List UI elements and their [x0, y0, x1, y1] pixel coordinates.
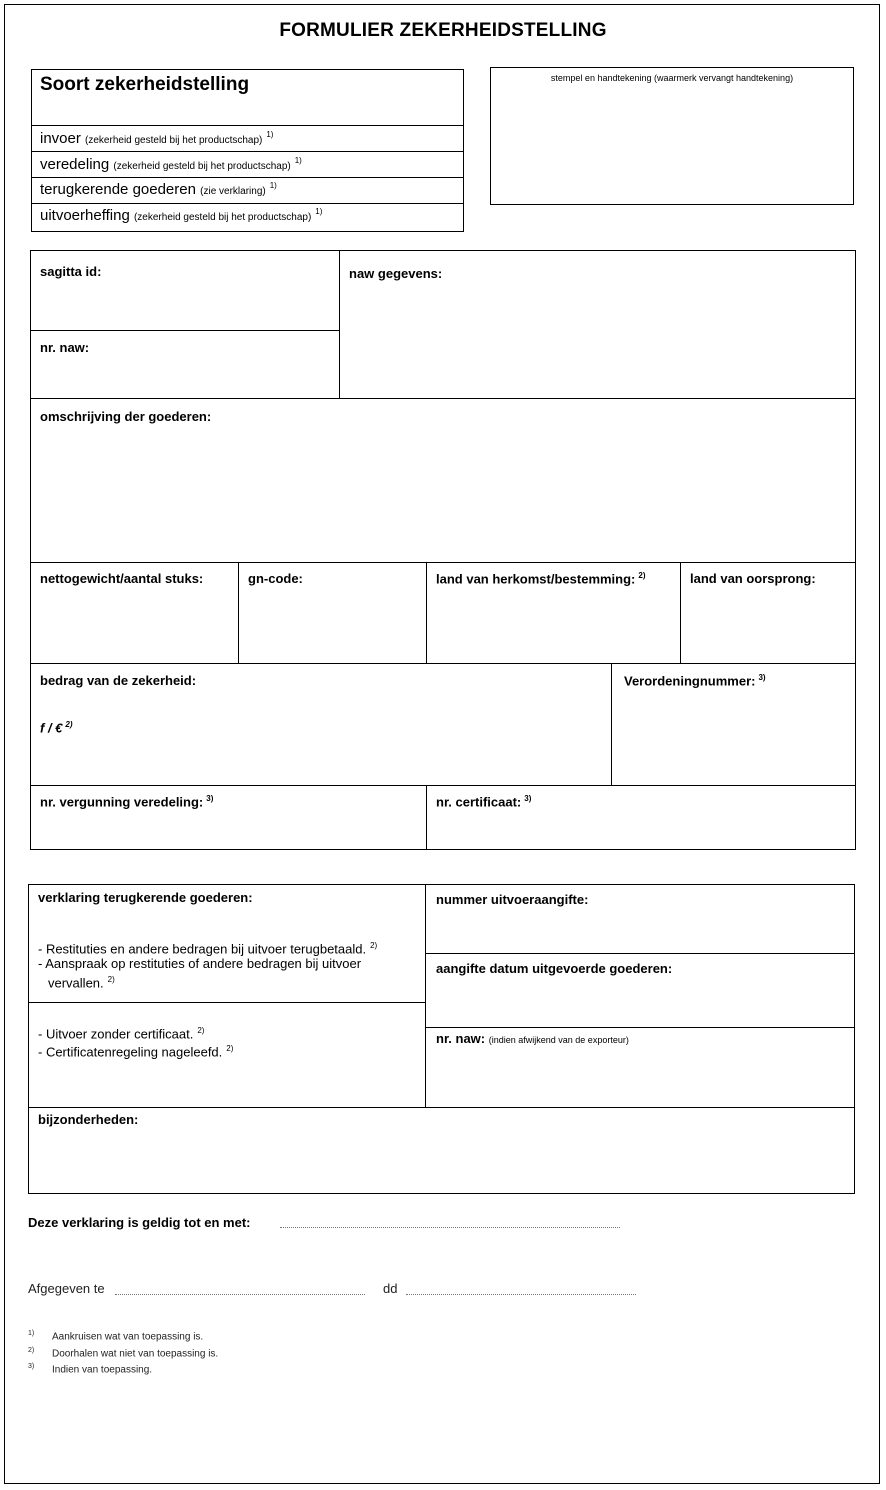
divider: [425, 953, 855, 954]
item-text: - Uitvoer zonder certificaat.: [38, 1026, 194, 1042]
divider: [680, 562, 681, 664]
option-terugkerende-goederen[interactable]: [40, 181, 277, 198]
divider: [426, 785, 427, 850]
option-label: invoer: [40, 130, 81, 147]
footnote-ref: 3): [758, 673, 766, 682]
option-note: (zekerheid gesteld bij het productschap): [133, 212, 312, 223]
divider: [28, 1002, 425, 1003]
footnote-ref: 3): [206, 794, 214, 803]
footnote-ref: 2): [197, 1026, 205, 1035]
footnote-ref: 1): [266, 130, 274, 139]
sagitta-id-label: sagitta id:: [40, 264, 102, 279]
nr-naw-note: (indien afwijkend van de exporteur): [488, 1035, 629, 1045]
divider: [31, 151, 464, 152]
verordening-text: Verordeningnummer:: [624, 673, 756, 689]
option-invoer[interactable]: [40, 130, 273, 147]
gn-code-label: gn-code:: [248, 571, 303, 586]
vergunning-label: [40, 794, 213, 809]
item-text: vervallen.: [48, 975, 104, 991]
form-title: FORMULIER ZEKERHEIDSTELLING: [279, 20, 607, 41]
dd-label: dd: [383, 1281, 398, 1296]
geldig-label: Deze verklaring is geldig tot en met:: [28, 1215, 251, 1230]
certificaat-label: [436, 794, 531, 809]
footnote-ref: 2): [226, 1044, 234, 1053]
item-text: - Certificatenregeling nageleefd.: [38, 1044, 223, 1060]
nr-naw-verklaring-label: [436, 1031, 629, 1046]
divider: [238, 562, 239, 664]
nettogewicht-label: nettogewicht/aantal stuks:: [40, 571, 204, 586]
bedrag-label: bedrag van de zekerheid:: [40, 673, 197, 688]
currency-label: [40, 720, 73, 735]
dd-dotted-line[interactable]: [406, 1294, 636, 1295]
naw-gegevens-label: naw gegevens:: [349, 266, 443, 281]
aangifte-datum-label: aangifte datum uitgevoerde goederen:: [436, 961, 673, 976]
footnote-1: [28, 1330, 203, 1342]
divider: [339, 250, 340, 399]
footnote-number: 3): [28, 1363, 35, 1370]
currency-text: f / €: [40, 720, 63, 736]
divider: [425, 884, 426, 1108]
afgegeven-dotted-line[interactable]: [115, 1294, 365, 1295]
divider: [31, 177, 464, 178]
option-note: (zie verklaring): [200, 186, 266, 197]
verklaring-item-1[interactable]: [38, 938, 423, 956]
footnote-ref: 1): [315, 207, 323, 216]
option-label: veredeling: [40, 156, 110, 173]
geldig-dotted-line[interactable]: [280, 1227, 620, 1228]
divider: [30, 330, 339, 331]
option-label: uitvoerheffing: [40, 207, 130, 224]
footnote-number: 2): [28, 1347, 35, 1354]
land-herkomst-text: land van herkomst/bestemming:: [436, 571, 636, 587]
divider: [611, 663, 612, 786]
footnote-text: Doorhalen wat niet van toepassing is.: [52, 1348, 219, 1360]
nr-naw-label: nr. naw:: [40, 340, 90, 355]
verklaring-item-4[interactable]: [38, 1041, 233, 1059]
option-uitvoerheffing[interactable]: [40, 207, 322, 224]
footnote-number: 1): [28, 1330, 35, 1337]
footnote-ref: 2): [107, 975, 115, 984]
goods-section: [30, 250, 856, 850]
footnote-2: [28, 1347, 218, 1359]
item-text: - Aanspraak op restituties of andere bedragen bij uitvoer: [38, 956, 362, 971]
option-note: (zekerheid gesteld bij het productschap): [113, 161, 291, 172]
option-note: (zekerheid gesteld bij het productschap): [85, 135, 263, 146]
footnote-text: Indien van toepassing.: [52, 1364, 153, 1376]
footnote-ref: 1): [294, 156, 302, 165]
nr-naw-text: nr. naw:: [436, 1031, 486, 1046]
nummer-uitvoeraangifte-label: nummer uitvoeraangifte:: [436, 892, 589, 907]
divider: [31, 125, 464, 126]
divider: [426, 562, 427, 664]
divider: [30, 785, 856, 786]
verklaring-item-3[interactable]: [38, 1023, 204, 1041]
verklaring-item-2-cont: [48, 972, 115, 990]
stempel-label: stempel en handtekening (waarmerk vervangt handtekening): [550, 73, 794, 83]
item-text: - Restituties en andere bedragen bij uitvoer terugbetaald.: [38, 941, 367, 957]
divider: [30, 398, 856, 399]
footnote-ref: 2): [65, 720, 73, 729]
soort-heading: Soort zekerheidstelling: [40, 74, 250, 95]
footnote-ref: 1): [269, 181, 277, 190]
verklaring-item-2[interactable]: [38, 956, 423, 971]
certificaat-text: nr. certificaat:: [436, 794, 522, 810]
divider: [30, 663, 856, 664]
divider: [425, 1027, 855, 1028]
omschrijving-label: omschrijving der goederen:: [40, 409, 212, 424]
land-oorsprong-label: land van oorsprong:: [690, 571, 816, 586]
footnote-ref: 3): [524, 794, 532, 803]
divider: [30, 562, 856, 563]
afgegeven-label: Afgegeven te: [28, 1281, 105, 1296]
footnote-ref: 2): [370, 941, 378, 950]
divider: [28, 1107, 855, 1108]
verordening-label: [624, 673, 766, 688]
option-label: terugkerende goederen: [40, 181, 196, 198]
footnote-text: Aankruisen wat van toepassing is.: [52, 1331, 204, 1343]
footnote-ref: 2): [638, 571, 646, 580]
option-veredeling[interactable]: [40, 156, 302, 173]
verklaring-heading: verklaring terugkerende goederen:: [38, 890, 253, 905]
vergunning-text: nr. vergunning veredeling:: [40, 794, 204, 810]
bijzonderheden-label: bijzonderheden:: [38, 1112, 139, 1127]
land-herkomst-label: [436, 571, 646, 586]
stempel-box[interactable]: [490, 67, 854, 205]
footnote-3: [28, 1363, 152, 1375]
divider: [31, 203, 464, 204]
